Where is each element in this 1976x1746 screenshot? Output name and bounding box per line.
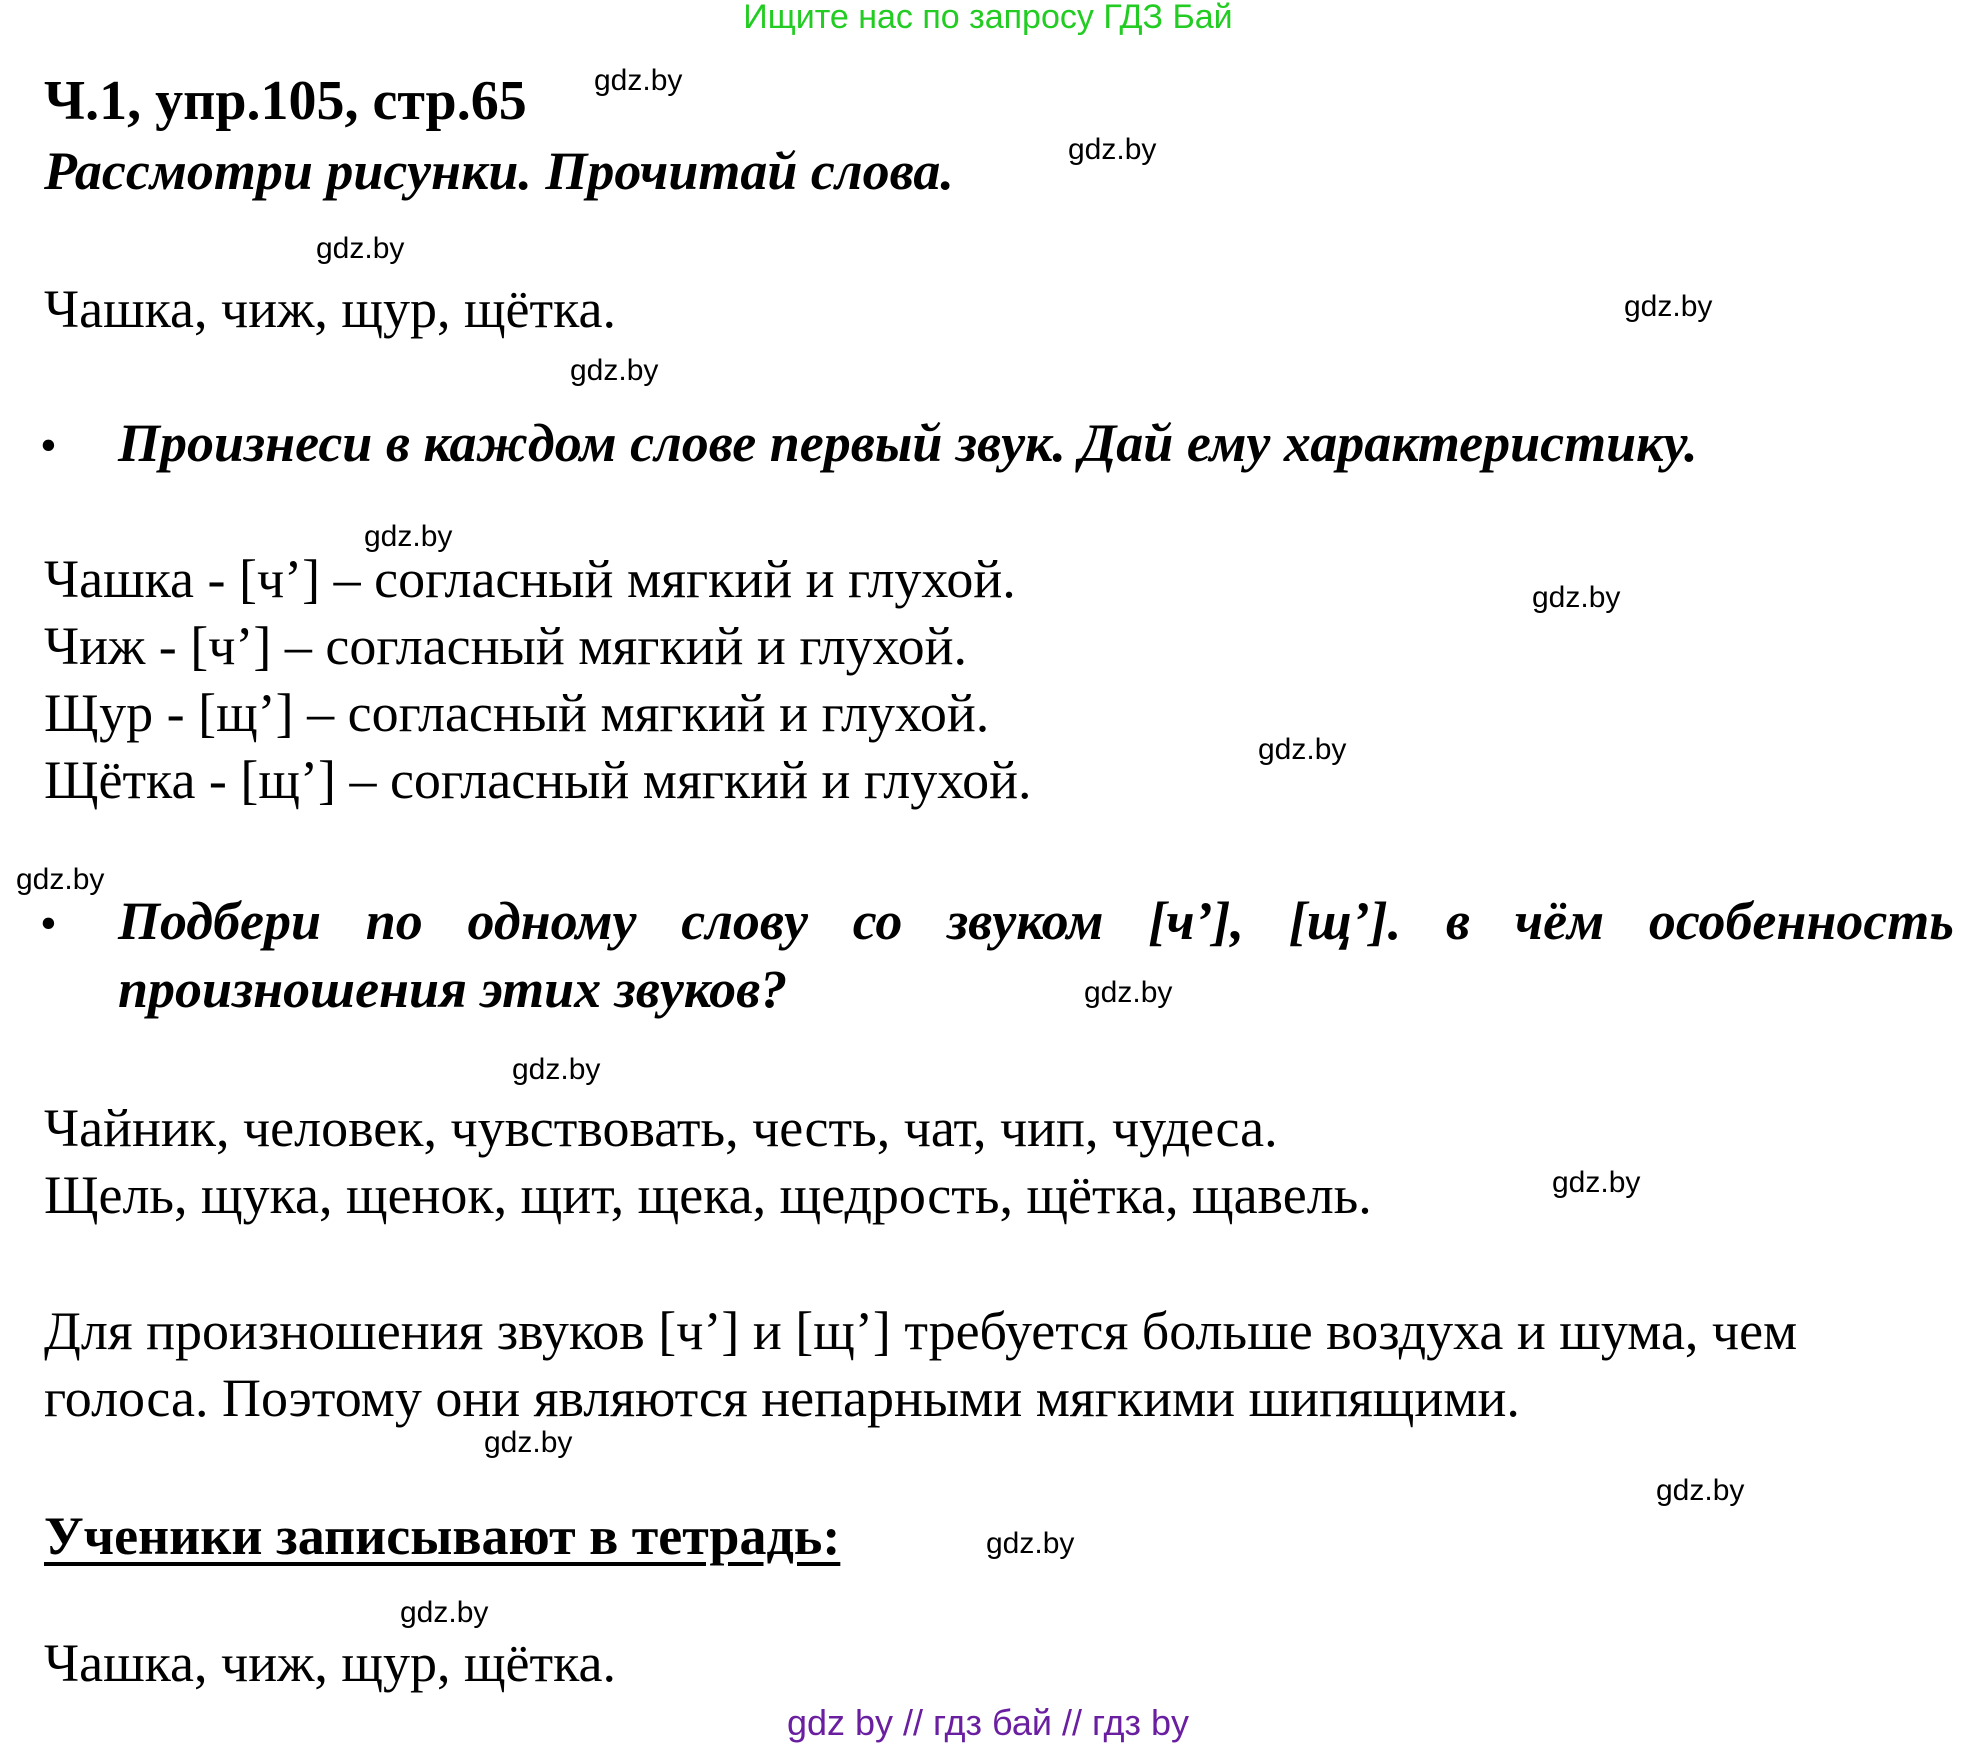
task-2-line-2: произношения этих звуков? bbox=[118, 959, 788, 1019]
answer-1-line: Щётка - [щ’] – согласный мягкий и глухой. bbox=[44, 750, 1032, 810]
watermark: gdz.by bbox=[570, 354, 659, 387]
explanation-line-2: голоса. Поэтому они являются непарными мягкими шипящими. bbox=[44, 1368, 1520, 1428]
watermark: gdz.by bbox=[1552, 1166, 1641, 1199]
watermark: gdz.by bbox=[400, 1596, 489, 1629]
watermark: gdz.by bbox=[1084, 976, 1173, 1009]
answer-2-line: Чайник, человек, чувствовать, честь, чат, чип, чудеса. bbox=[44, 1098, 1278, 1158]
bullet-icon: • bbox=[40, 897, 57, 950]
watermark: gdz.by bbox=[1068, 133, 1157, 166]
words-line: Чашка, чиж, щур, щётка. bbox=[44, 279, 617, 339]
answer-1-line: Чашка - [ч’] – согласный мягкий и глухой. bbox=[44, 549, 1016, 609]
notebook-line: Чашка, чиж, щур, щётка. bbox=[44, 1633, 617, 1693]
watermark: gdz.by bbox=[16, 863, 105, 896]
task-2-line-1: Подбери по одному слову со звуком [ч’], [щ’]. в чём особенность bbox=[118, 891, 1954, 951]
watermark: gdz.by bbox=[512, 1053, 601, 1086]
task-1: Произнеси в каждом слове первый звук. Дай ему характеристику. bbox=[118, 413, 1698, 473]
watermark: gdz.by bbox=[986, 1527, 1075, 1560]
watermark: gdz.by bbox=[316, 232, 405, 265]
answer-1-line: Щур - [щ’] – согласный мягкий и глухой. bbox=[44, 683, 990, 743]
watermark: gdz.by bbox=[364, 520, 453, 553]
notebook-heading: Ученики записывают в тетрадь: bbox=[44, 1506, 841, 1566]
watermark: gdz.by bbox=[1624, 290, 1713, 323]
watermark: gdz.by bbox=[484, 1426, 573, 1459]
explanation-line-1: Для произношения звуков [ч’] и [щ’] требуется больше воздуха и шума, чем bbox=[44, 1301, 1798, 1361]
watermark: gdz.by bbox=[1656, 1474, 1745, 1507]
watermark: gdz.by bbox=[1532, 581, 1621, 614]
page-title: Ч.1, упр.105, стр.65 bbox=[44, 70, 527, 132]
instruction-subtitle: Рассмотри рисунки. Прочитай слова. bbox=[44, 141, 954, 201]
watermark: gdz.by bbox=[1258, 733, 1347, 766]
top-banner: Ищите нас по запросу ГДЗ Бай bbox=[743, 0, 1233, 36]
bullet-icon: • bbox=[40, 419, 57, 472]
answer-1-line: Чиж - [ч’] – согласный мягкий и глухой. bbox=[44, 616, 968, 676]
watermark: gdz.by bbox=[594, 64, 683, 97]
answer-2-line: Щель, щука, щенок, щит, щека, щедрость, щётка, щавель. bbox=[44, 1165, 1372, 1225]
footer-links: gdz by // гдз бай // гдз by bbox=[786, 1702, 1190, 1743]
